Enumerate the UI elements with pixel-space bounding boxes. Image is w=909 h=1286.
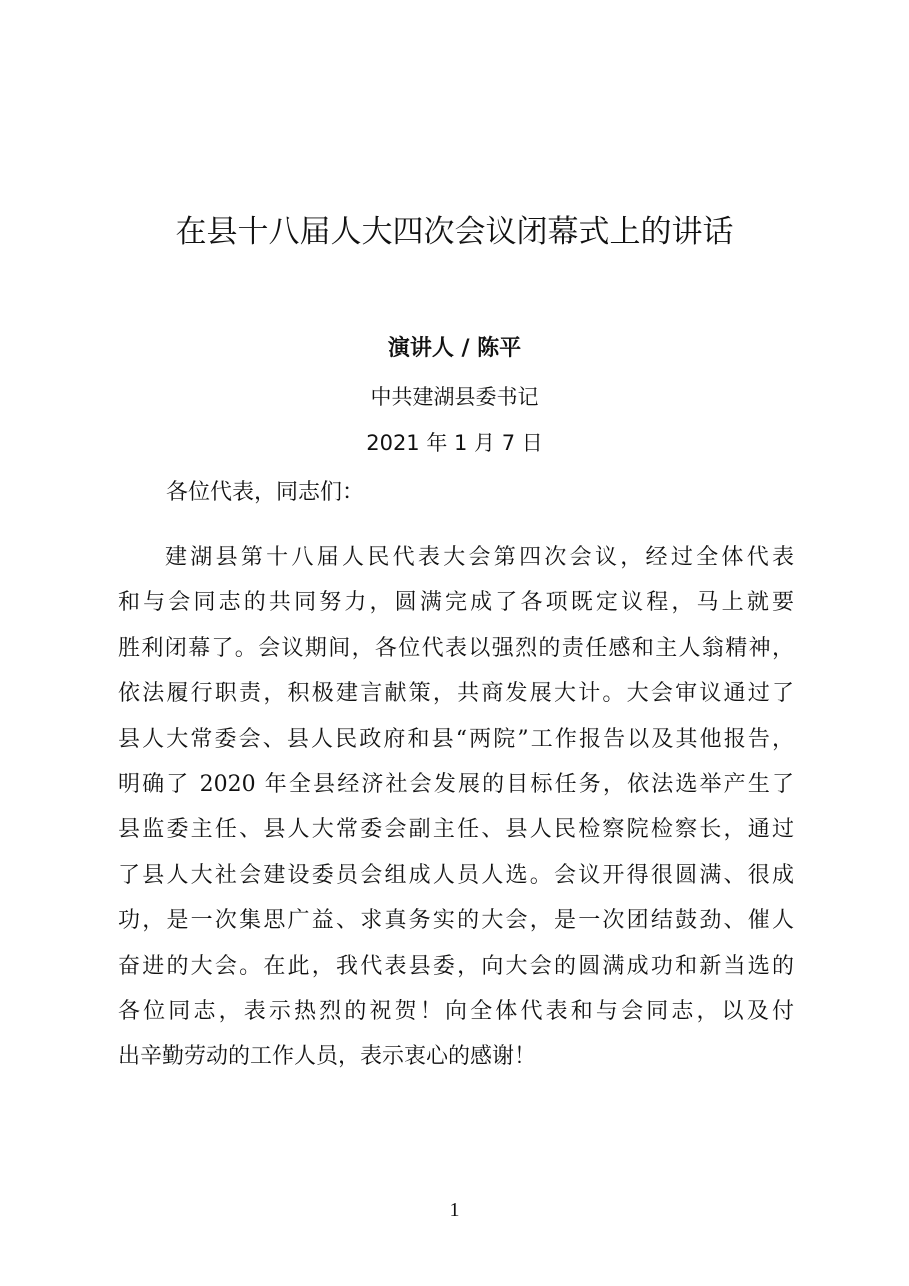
paragraph-line: 胜利闭幕了。会议期间，各位代表以强烈的责任感和主人翁精神， bbox=[118, 635, 794, 661]
paragraph-line: 奋进的大会。在此，我代表县委，向大会的圆满成功和新当选的 bbox=[118, 953, 794, 979]
paragraph-line: 和与会同志的共同努力，圆满完成了各项既定议程，马上就要 bbox=[118, 590, 794, 616]
speech-title: 在县十八届人大四次会议闭幕式上的讲话 bbox=[175, 214, 734, 250]
speech-date: 2021 年 1 月 7 日 bbox=[366, 431, 543, 455]
paragraph-line: 明确了 2020 年全县经济社会发展的目标任务，依法选举产生了 bbox=[118, 771, 794, 797]
speaker-role: 中共建湖县委书记 bbox=[370, 385, 539, 409]
paragraph-line: 建湖县第十八届人民代表大会第四次会议，经过全体代表 bbox=[165, 545, 794, 570]
speaker-line: 演讲人 / 陈平 bbox=[387, 336, 522, 361]
body-paragraph bbox=[118, 535, 794, 1080]
page-number: 1 bbox=[449, 1199, 460, 1221]
greeting: 各位代表，同志们： bbox=[166, 480, 365, 505]
paragraph-line: 了县人大社会建设委员会组成人员人选。会议开得很圆满、很成 bbox=[118, 862, 794, 888]
paragraph-line: 各位同志，表示热烈的祝贺！向全体代表和与会同志，以及付 bbox=[118, 998, 794, 1024]
paragraph-line: 出辛勤劳动的工作人员，表示衷心的感谢！ bbox=[118, 1044, 537, 1070]
paragraph-line: 县监委主任、县人大常委会副主任、县人民检察院检察长，通过 bbox=[118, 817, 794, 843]
paragraph-line: 依法履行职责，积极建言献策，共商发展大计。大会审议通过了 bbox=[118, 681, 794, 707]
paragraph-line: 县人大常委会、县人民政府和县“两院”工作报告以及其他报告， bbox=[118, 726, 794, 752]
paragraph-line: 功，是一次集思广益、求真务实的大会，是一次团结鼓劲、催人 bbox=[118, 908, 794, 934]
